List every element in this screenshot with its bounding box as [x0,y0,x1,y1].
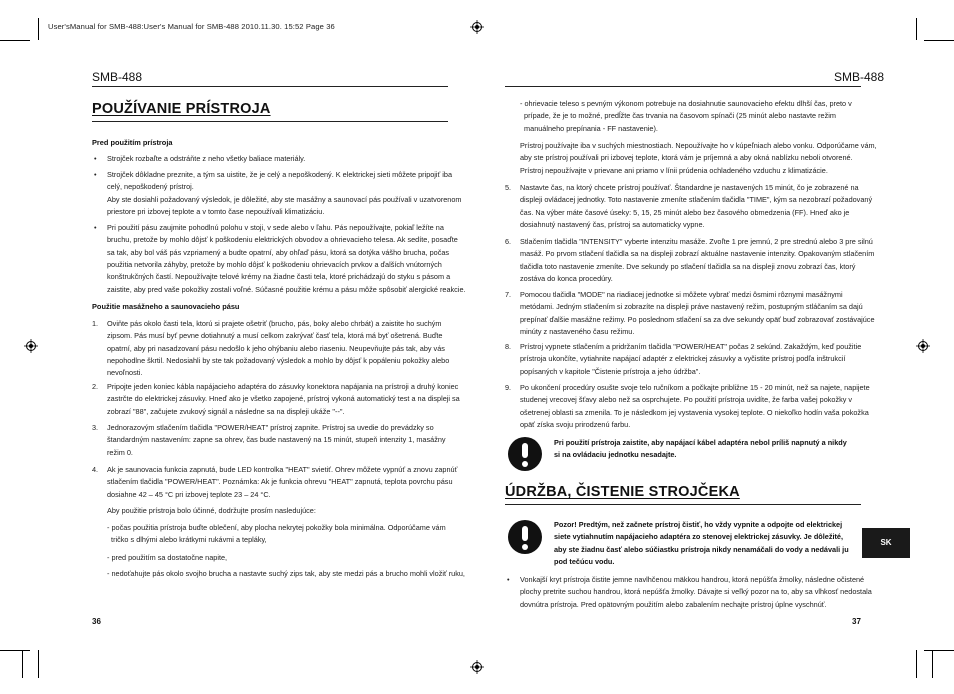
bullet-text: Strojček rozbaľte a odstráňte z neho všetky baliace materiály. [107,154,306,163]
model-label: SMB-488 [92,70,143,84]
section-title: POUŽÍVANIE PRÍSTROJA [92,101,271,117]
model-label: SMB-488 [834,70,885,84]
warning-line: siete vytiahnutím napájacieho adaptéra zo stenovej elektrickej zásuvky. Je dôležité, [554,532,844,542]
page-number: 36 [92,617,101,626]
step-text: nevoľnosti. [107,368,143,378]
step-number: 5. [505,183,512,192]
step-text: metódami. Jedným stlačením si zobrazíte na displeji práve nastavený režim, postupným stláčaním sa dajú [520,302,863,312]
step-number: 4. [92,465,99,474]
bullet-marker: • [94,154,97,163]
step-text: Pomocou tlačidla "MODE" na riadiacej jednotke si môžete vybrať medzi ôsmimi rôznymi masážnymi [520,290,843,299]
warning-line: pod tečúcu vodu. [554,556,615,566]
step-number: 2. [92,382,99,391]
step-text: Pripojte jeden koniec kábla napájacieho adaptéra do zásuvky konektora napájania na prístroji a druhý koniec [107,382,459,391]
step-text: Oviňte pás okolo časti tela, ktorú si prajete ošetriť (brucho, pás, boky alebo chrbát) a zaistite ho suchým [107,319,442,328]
bullet-text: sa tak, aby bol váš pás vzpriamený a budte opatrní, aby ohľaď pásu, ktorá sa dotýka vášho brucha, počas [107,247,450,257]
bullet-text: použitia netvorila záhyby, pretože by mohlo dôjsť k poškodeniu ohrievacích prvkov a ďalších vnútorných [107,259,442,269]
bullet-text: bruchu, pretože by mohlo dôjsť k poškodeniu elektrických obvodov a ohrievacieho telesa. Ak sedíte, posaďte [107,235,458,245]
step-text: prepínať ďalšie masážne režimy. Po poslednom stlačení sa za dve sekundy opäť buď zobrazovať zostávajúce [520,314,875,324]
bullet-text: dovnútra prístroja. Pred opätovným použitím alebo zabalením nechajte prístroj úplne vyschnúť. [520,599,827,609]
print-header: User'sManual for SMB-488:User's Manual for SMB-488 2010.11.30. 15:52 Page 36 [48,22,335,31]
step-text: čas. Na výber máte časové úseky: 5, 15, 25 minút alebo bez časového obmedzenia (FF). Hneď ako je [520,207,850,217]
bullet-text: plochy pretrite suchou handrou, ktorá nepúšťa žmolky. Dávajte si veľký pozor na to, aby sa vlhkosť nedostala [520,587,872,597]
tip-text: - počas použitia prístroja buďte oblečení, aby plocha nekrytej pokožky bola minimálna. Odporúčame vám [107,523,446,532]
step-text: studenej vrecovej šťavy alebo než sa osprchujete. Po použití prístroja uvidíte, že farba vašej pokožky v [520,395,853,405]
step-text: masáž. Po prvom stlačení tlačidla sa na displeji zobrazí aktuálne nastavenie intenzity. Opakovaným stlačením [520,249,875,259]
warning-line: Pri použití prístroja zaistite, aby napájací kábel adaptéra nebol príliš napnutý a nikdy [554,438,847,447]
header-rule [505,86,861,87]
step-number: 7. [505,290,512,299]
title-rule [92,121,448,122]
step-text: Po ukončení procedúry osušte svoje telo ručníkom a počkajte približne 15 - 20 minút, než sa najete, napijete [520,383,870,392]
paragraph-text: Prístroj nepoužívajte v prievane ani priamo v línii prúdenia ochladeného vzduchu z klimatizácie. [520,165,828,175]
warning-icon [508,520,542,554]
warning-icon [508,437,542,471]
step-text: zostáva do konca procedúry. [520,273,613,283]
tip-text: - nedoťahujte pás okolo svojho brucha a nastavte suchý zips tak, aby ste medzi pás a brucho mohli vložiť ruku, [107,569,465,578]
dash-text: manuálneho prepínania - FF nastavenie). [520,123,658,133]
bullet-marker: • [94,223,97,232]
step-number: 1. [92,319,99,328]
step-text: Nastavte čas, na ktorý chcete prístroj používať. Štandardne je nastavených 15 minút, čo je zobrazené na [520,183,859,192]
step-text: nepohodlne škrtil. Nedosiahli by ste tak požadovaný výsledok a mohlo by dôjsť k popáleniu pokožky alebo [107,355,450,365]
warning-line: Pozor! Predtým, než začnete prístroj čistiť, ho vždy vypnite a odpojte od elektrickej [554,520,843,529]
step-text: Ak je saunovacia funkcia zapnutá, bude LED kontrolka "HEAT" svietiť. Ohrev môžete vypnúť a znovu zapnúť [107,465,458,474]
bullet-text: zaistite, aby pred vaše pokožky zostali voľné. Súčasné použitie krému a pásu môže spôsobiť alergické reakcie. [107,284,466,294]
warning-line: si na ovládaciu jednotku nesadajte. [554,450,677,460]
bullet-marker: • [94,170,97,179]
registration-mark-icon [470,20,484,34]
step-text: displeji ovládacej jednotky. Toto nastavenie zmeníte stlačením tlačidla "TIME", kým sa nezobrazí požadovaný [520,195,873,205]
bullet-text: Strojček dôkladne preznite, a tým sa uistite, že je celý a nepoškodený. K elektrickej sieti môžete pripojiť iba [107,170,453,179]
step-text: Prístroj vypnete stlačením a pridržaním tlačidla "POWER/HEAT" počas 2 sekúnd. Zakaždým, keď použitie [520,342,862,351]
step-text: štandardným nastavením: zapne sa ohrev, čas bude nastavený na 15 minút, stupeň intenzity 1, masážny [107,435,446,445]
bullet-text: Aby ste dosiahli požadovaný výsledok, je dôležité, aby ste masážny a saunovací pás používali v uzatvorenom [107,194,462,204]
subheading: Pred použitím prístroja [92,138,173,147]
page-number: 37 [852,617,861,626]
registration-mark-icon [470,660,484,674]
step-text: ošetrenej oblasti sa zmenila. To je následkom jej vystavenia vysokej teplote. O niekoľko hodín vaša pokožka [520,407,869,417]
registration-mark-icon [24,339,38,353]
bullet-text: celý, nepoškodený prístroj. [107,182,194,192]
step-text: minúty z nastaveného času režimu. [520,326,635,336]
subheading: Použitie masážneho a saunovacieho pásu [92,302,240,311]
dash-text: prípade, že je to možné, predĺžte čas trvania na časovom spínači (25 minút alebo nastavte režim [520,111,836,121]
step-text: dosiahne 42 – 45 °C pri izbovej teplote 23 – 24 °C. [107,489,271,499]
step-number: 6. [505,237,512,246]
step-text: dosiahnutý nastavený čas, prístroj sa automaticky vypne. [520,219,705,229]
bullet-text: Pri použití pásu zaujmite pohodlnú polohu v stoji, v sede alebo v ľahu. Pás nepoužívajte, pokiaľ ležíte na [107,223,444,232]
step-number: 9. [505,383,512,392]
bullet-text: konštrukčných častí. Nepoužívajte telové krémy na žiadne časti tela, ktoré prichádzajú do styku s pásom a [107,272,451,282]
step-text: stlačením tlačidla "POWER/HEAT". Poznámka: Ak je funkcia ohrevu "HEAT" zapnutá, teplota povrchu pásu [107,477,453,487]
title-rule [505,504,861,505]
tip-text: tričko s dlhými alebo krátkymi rukávmi a tepláky, [107,535,267,545]
bullet-marker: • [507,575,510,584]
bullet-text: priestore pri izbovej teplote a v tomto čase nepoužívali klimatizáciu. [107,206,325,216]
step-text: Jednorazovým stlačením tlačidla "POWER/HEAT" prístroj zapnite. Prístroj sa uvedie do prevádzky so [107,423,434,432]
tips-intro: Aby použitie prístroja bolo účinné, dodržujte prosím nasledujúce: [107,506,316,515]
paragraph-text: Prístroj používajte iba v suchých miestnostiach. Nepoužívajte ho v kúpeľniach alebo vonku. Odporúčame vám, [520,141,877,150]
header-rule [92,86,448,87]
step-text: opäť získa svoju prirodzenú farbu. [520,419,631,429]
step-number: 8. [505,342,512,351]
paragraph-text: aby ste prístroj používali pri izbovej teplote, ktorá vám je príjemná a aby okná nablízku neboli otvorené. [520,153,853,163]
step-text: zipsom. Pás musí byť pevne dotiahnutý a musí celkom zakrývať časť tela, ktorá má byť ošetrená. Buďte [107,331,443,341]
step-text: zastrčte do elektrickej zásuvky. Hneď ako je všetko zapojené, prístroj vykoná automatický test a na displeji sa [107,394,460,404]
step-text: tlačidla toto nastavenie zmeníte. Dve sekundy po stlačení tlačidla sa na displeji znovu zobrazí čas, ktorý [520,261,856,271]
step-text: opatrní, aby pri nasadzovaní pásu nedošlo k jeho ohýbaniu alebo riaseniu. Neupevňujte pás tak, aby vás [107,343,445,353]
step-text: popísaných v kapitole "Čistenie prístroja a jeho údržba". [520,366,701,376]
bullet-text: Vonkajší kryt prístroja čistite jemne navlhčenou mäkkou handrou, ktorá nepúšťa žmolky, následne očistené [520,575,865,584]
step-text: Stlačením tlačidla "INTENSITY" vyberte intenzitu masáže. Zvoľte 1 pre jemnú, 2 pre strednú alebo 3 pre silnú [520,237,873,246]
dash-text: - ohrievacie teleso s pevným výkonom potrebuje na dosiahnutie saunovacieho efektu dlhší čas, preto v [520,99,852,108]
registration-mark-icon [916,339,930,353]
step-text: zobrazí "88", začujete zvukový signál a následne sa na displeji ukáže "--". [107,406,345,416]
step-text: prístroja ukončíte, vytiahnite napájací adaptér z elektrickej zásuvky a vyčistite prístroj podľa inštrukcií [520,354,846,364]
step-text: režim 0. [107,447,133,457]
language-tab: SK [862,528,910,558]
tip-text: - pred použitím sa dostatočne napite, [107,553,228,562]
step-number: 3. [92,423,99,432]
warning-line: aby ste žiadnu časť alebo súčiastku prístroja nikdy nenamáčali do vody a nedávali ju [554,544,849,554]
section-title: ÚDRŽBA, ČISTENIE STROJČEKA [505,484,740,500]
